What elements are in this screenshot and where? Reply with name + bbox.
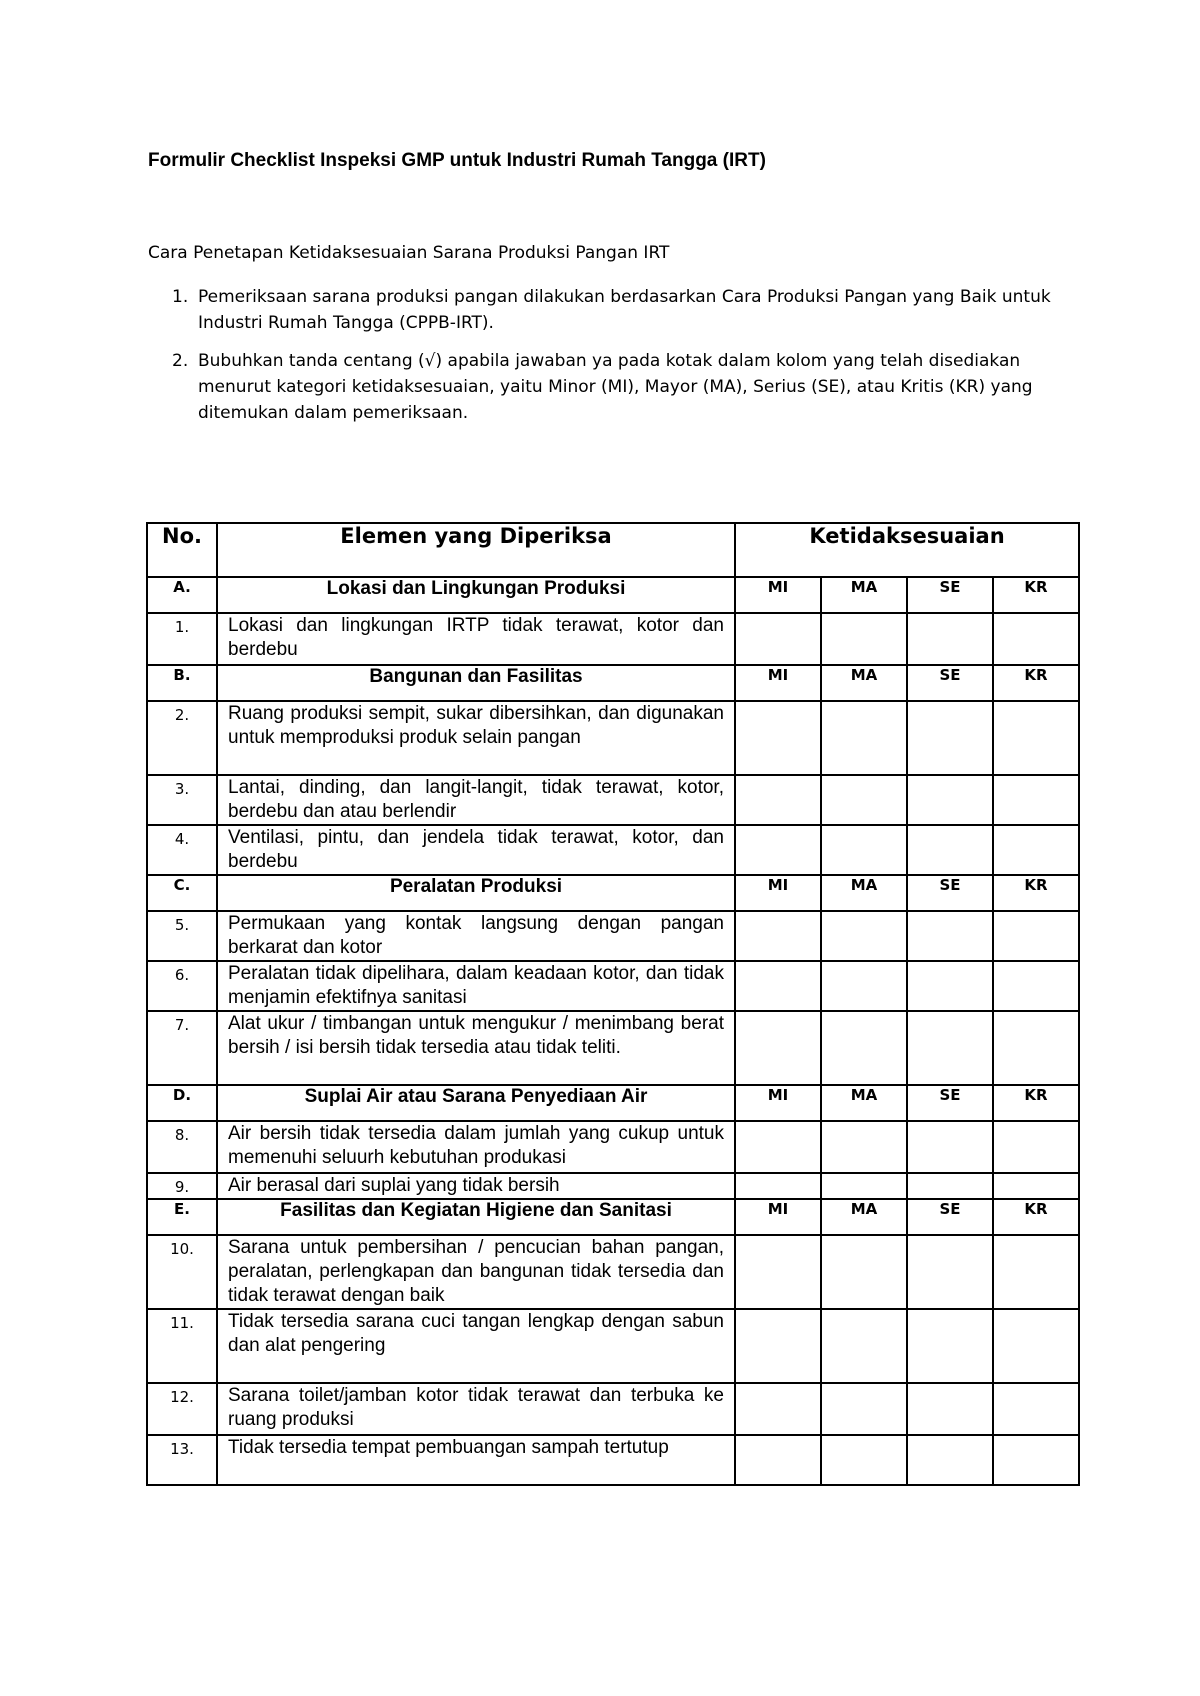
category-label-se: SE	[907, 577, 993, 613]
checkbox-cell-se[interactable]	[907, 1309, 993, 1383]
checkbox-cell-ma[interactable]	[821, 1235, 907, 1309]
table-header-row	[147, 523, 1079, 577]
instruction-text: Bubuhkan tanda centang (√) apabila jawaban ya pada kotak dalam kolom yang telah disediakan menurut kategori ketidaksesuaian, yaitu Minor (MI), Mayor (MA), Serius (SE), atau Kritis (KR) yang ditemukan dalam pemeriksaan.	[198, 351, 1033, 423]
section-row	[147, 1199, 1079, 1235]
category-label-mi: MI	[735, 875, 821, 911]
checkbox-cell-se[interactable]	[907, 1011, 993, 1085]
checkbox-cell-ma[interactable]	[821, 1173, 907, 1199]
checkbox-cell-mi[interactable]	[735, 1309, 821, 1383]
category-label-se: SE	[907, 1199, 993, 1235]
checkbox-cell-mi[interactable]	[735, 1235, 821, 1309]
checkbox-cell-kr[interactable]	[993, 825, 1079, 875]
section-row	[147, 1085, 1079, 1121]
item-description: Air bersih tidak tersedia dalam jumlah yang cukup untuk memenuhi seluurh kebutuhan produkasi	[217, 1121, 735, 1173]
section-title: Fasilitas dan Kegiatan Higiene dan Sanitasi	[217, 1199, 735, 1235]
item-number: 2.	[147, 701, 217, 775]
category-label-se: SE	[907, 875, 993, 911]
item-number: 1.	[147, 613, 217, 665]
checkbox-cell-se[interactable]	[907, 1383, 993, 1435]
checkbox-cell-mi[interactable]	[735, 1121, 821, 1173]
item-number: 7.	[147, 1011, 217, 1085]
checkbox-cell-ma[interactable]	[821, 613, 907, 665]
checkbox-cell-kr[interactable]	[993, 961, 1079, 1011]
checkbox-cell-mi[interactable]	[735, 961, 821, 1011]
table-row	[147, 1121, 1079, 1173]
checkbox-cell-ma[interactable]	[821, 775, 907, 825]
category-label-mi: MI	[735, 1085, 821, 1121]
instruction-item	[148, 348, 1068, 426]
table-row	[147, 961, 1079, 1011]
category-label-ma: MA	[821, 665, 907, 701]
checkbox-cell-mi[interactable]	[735, 1383, 821, 1435]
section-row	[147, 665, 1079, 701]
section-title: Peralatan Produksi	[217, 875, 735, 911]
section-letter: E.	[147, 1199, 217, 1235]
table-row	[147, 1235, 1079, 1309]
category-label-ma: MA	[821, 875, 907, 911]
section-letter: B.	[147, 665, 217, 701]
category-label-kr: KR	[993, 875, 1079, 911]
item-number: 3.	[147, 775, 217, 825]
checkbox-cell-mi[interactable]	[735, 825, 821, 875]
checkbox-cell-kr[interactable]	[993, 1235, 1079, 1309]
checkbox-cell-se[interactable]	[907, 1121, 993, 1173]
section-letter: D.	[147, 1085, 217, 1121]
item-number: 9.	[147, 1173, 217, 1199]
checkbox-cell-mi[interactable]	[735, 613, 821, 665]
section-letter: A.	[147, 577, 217, 613]
table-row	[147, 613, 1079, 665]
table-row	[147, 1383, 1079, 1435]
item-description: Ventilasi, pintu, dan jendela tidak terawat, kotor, dan berdebu	[217, 825, 735, 875]
item-description: Tidak tersedia tempat pembuangan sampah tertutup	[217, 1435, 735, 1485]
checkbox-cell-mi[interactable]	[735, 775, 821, 825]
section-title: Lokasi dan Lingkungan Produksi	[217, 577, 735, 613]
category-label-kr: KR	[993, 577, 1079, 613]
document-title: Formulir Checklist Inspeksi GMP untuk Industri Rumah Tangga (IRT)	[148, 150, 766, 171]
item-number: 6.	[147, 961, 217, 1011]
item-description: Sarana toilet/jamban kotor tidak terawat dan terbuka ke ruang produksi	[217, 1383, 735, 1435]
category-label-mi: MI	[735, 577, 821, 613]
checkbox-cell-ma[interactable]	[821, 1435, 907, 1485]
checkbox-cell-ma[interactable]	[821, 1309, 907, 1383]
checkbox-cell-se[interactable]	[907, 1235, 993, 1309]
checkbox-cell-ma[interactable]	[821, 1383, 907, 1435]
item-description: Sarana untuk pembersihan / pencucian bahan pangan, peralatan, perlengkapan dan bangunan tidak tersedia dan tidak terawat dengan baik	[217, 1235, 735, 1309]
table-row	[147, 911, 1079, 961]
section-title: Suplai Air atau Sarana Penyediaan Air	[217, 1085, 735, 1121]
checkbox-cell-se[interactable]	[907, 1435, 993, 1485]
checkbox-cell-ma[interactable]	[821, 911, 907, 961]
checkbox-cell-se[interactable]	[907, 775, 993, 825]
item-description: Air berasal dari suplai yang tidak bersih	[217, 1173, 735, 1199]
category-label-kr: KR	[993, 665, 1079, 701]
header-nonconformity: Ketidaksesuaian	[735, 523, 1079, 577]
checkbox-cell-se[interactable]	[907, 911, 993, 961]
category-label-kr: KR	[993, 1085, 1079, 1121]
checkbox-cell-ma[interactable]	[821, 1011, 907, 1085]
header-no: No.	[147, 523, 217, 577]
checkbox-cell-kr[interactable]	[993, 1383, 1079, 1435]
table-row	[147, 701, 1079, 775]
checkbox-cell-mi[interactable]	[735, 701, 821, 775]
checkbox-cell-mi[interactable]	[735, 1173, 821, 1199]
section-title: Bangunan dan Fasilitas	[217, 665, 735, 701]
checkbox-cell-se[interactable]	[907, 961, 993, 1011]
section-letter: C.	[147, 875, 217, 911]
checkbox-cell-ma[interactable]	[821, 961, 907, 1011]
table-row	[147, 1309, 1079, 1383]
instruction-text: Pemeriksaan sarana produksi pangan dilakukan berdasarkan Cara Produksi Pangan yang Baik untuk Industri Rumah Tangga (CPPB-IRT).	[198, 287, 1051, 333]
category-label-kr: KR	[993, 1199, 1079, 1235]
item-number: 10.	[147, 1235, 217, 1309]
item-description: Tidak tersedia sarana cuci tangan lengkap dengan sabun dan alat pengering	[217, 1309, 735, 1383]
item-number: 5.	[147, 911, 217, 961]
checkbox-cell-kr[interactable]	[993, 911, 1079, 961]
checkbox-cell-kr[interactable]	[993, 1173, 1079, 1199]
checkbox-cell-kr[interactable]	[993, 613, 1079, 665]
item-number: 13.	[147, 1435, 217, 1485]
instruction-number: 2.	[172, 351, 189, 371]
table-row	[147, 825, 1079, 875]
item-number: 12.	[147, 1383, 217, 1435]
table-row	[147, 1435, 1079, 1485]
item-description: Peralatan tidak dipelihara, dalam keadaan kotor, dan tidak menjamin efektifnya sanitasi	[217, 961, 735, 1011]
intro-heading: Cara Penetapan Ketidaksesuaian Sarana Produksi Pangan IRT	[148, 243, 670, 263]
table-row	[147, 1011, 1079, 1085]
category-label-mi: MI	[735, 665, 821, 701]
checkbox-cell-kr[interactable]	[993, 701, 1079, 775]
checkbox-cell-kr[interactable]	[993, 1121, 1079, 1173]
section-row	[147, 577, 1079, 613]
checkbox-cell-kr[interactable]	[993, 1011, 1079, 1085]
category-label-se: SE	[907, 1085, 993, 1121]
checkbox-cell-mi[interactable]	[735, 911, 821, 961]
header-element: Elemen yang Diperiksa	[217, 523, 735, 577]
category-label-ma: MA	[821, 1199, 907, 1235]
item-description: Alat ukur / timbangan untuk mengukur / menimbang berat bersih / isi bersih tidak tersedia atau tidak teliti.	[217, 1011, 735, 1085]
table-row	[147, 1173, 1079, 1199]
checkbox-cell-kr[interactable]	[993, 1309, 1079, 1383]
item-number: 4.	[147, 825, 217, 875]
checkbox-cell-kr[interactable]	[993, 775, 1079, 825]
item-description: Lantai, dinding, dan langit-langit, tidak terawat, kotor, berdebu dan atau berlendir	[217, 775, 735, 825]
category-label-se: SE	[907, 665, 993, 701]
category-label-mi: MI	[735, 1199, 821, 1235]
checklist-table	[146, 522, 1080, 1486]
table-row	[147, 775, 1079, 825]
checkbox-cell-se[interactable]	[907, 701, 993, 775]
checkbox-cell-se[interactable]	[907, 825, 993, 875]
item-description: Lokasi dan lingkungan IRTP tidak terawat, kotor dan berdebu	[217, 613, 735, 665]
item-description: Ruang produksi sempit, sukar dibersihkan, dan digunakan untuk memproduksi produk selain pangan	[217, 701, 735, 775]
checkbox-cell-se[interactable]	[907, 1173, 993, 1199]
item-number: 8.	[147, 1121, 217, 1173]
checkbox-cell-kr[interactable]	[993, 1435, 1079, 1485]
checkbox-cell-mi[interactable]	[735, 1435, 821, 1485]
section-row	[147, 875, 1079, 911]
instruction-list	[148, 284, 1068, 438]
instruction-item	[148, 284, 1068, 336]
checkbox-cell-mi[interactable]	[735, 1011, 821, 1085]
category-label-ma: MA	[821, 577, 907, 613]
checkbox-cell-ma[interactable]	[821, 701, 907, 775]
checkbox-cell-se[interactable]	[907, 613, 993, 665]
item-number: 11.	[147, 1309, 217, 1383]
instruction-number: 1.	[172, 287, 189, 307]
category-label-ma: MA	[821, 1085, 907, 1121]
checkbox-cell-ma[interactable]	[821, 1121, 907, 1173]
item-description: Permukaan yang kontak langsung dengan pangan berkarat dan kotor	[217, 911, 735, 961]
checkbox-cell-ma[interactable]	[821, 825, 907, 875]
